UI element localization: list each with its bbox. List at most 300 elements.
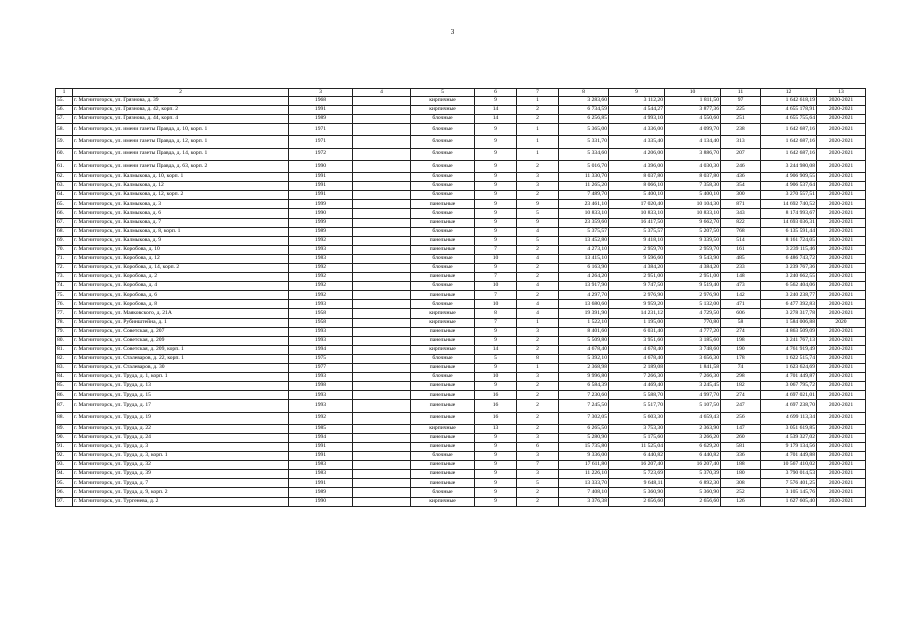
- entrances-cell: 2: [517, 263, 559, 272]
- period-cell: 2020-2021: [817, 160, 866, 172]
- address-cell: г. Магнитогорск, ул. Коробова, д. 14, корп. 2: [73, 263, 289, 272]
- build-year-cell: 1972: [289, 148, 353, 160]
- row-number-cell: 80.: [56, 336, 73, 345]
- area-b-cell: 1 195,00: [609, 318, 665, 327]
- table-row: [56, 354, 866, 363]
- area-c-cell: 3 185,60: [665, 336, 721, 345]
- residents-cell: 207: [721, 148, 761, 160]
- empty-cell-cell: [353, 191, 411, 200]
- period-cell: 2020: [817, 318, 866, 327]
- residents-cell: 354: [721, 182, 761, 191]
- address-cell: г. Магнитогорск, ул. Советская, д. 207: [73, 327, 289, 336]
- build-year-cell: 1971: [289, 136, 353, 148]
- area-b-cell: 9 959,20: [609, 300, 665, 309]
- cost-cell: 3 790 014,53: [761, 470, 817, 479]
- residents-cell: 58: [721, 318, 761, 327]
- area-c-cell: 9 339,50: [665, 236, 721, 245]
- address-cell: г. Магнитогорск, ул. Труда, д. 15: [73, 391, 289, 400]
- period-cell: 2020-2021: [817, 442, 866, 451]
- table-row: [56, 497, 866, 506]
- area-b-cell: 16 417,50: [609, 218, 665, 227]
- floors-cell: 7: [475, 291, 517, 300]
- column-number: 8: [559, 89, 609, 97]
- cost-cell: 3 278 317,78: [761, 309, 817, 318]
- wall-material-cell: кирпичные: [411, 106, 475, 115]
- residents-cell: 298: [721, 373, 761, 382]
- total-area-cell: 3 376,38: [559, 497, 609, 506]
- cost-cell: 4 655 755,64: [761, 115, 817, 124]
- build-year-cell: 1983: [289, 461, 353, 470]
- wall-material-cell: блочные: [411, 160, 475, 172]
- wall-material-cell: блочные: [411, 191, 475, 200]
- cost-cell: 10 567 410,02: [761, 461, 817, 470]
- table-row: [56, 97, 866, 106]
- row-number-cell: 56.: [56, 106, 73, 115]
- period-cell: 2020-2021: [817, 391, 866, 400]
- build-year-cell: 1992: [289, 291, 353, 300]
- build-year-cell: 1989: [289, 227, 353, 236]
- table-row: [56, 373, 866, 382]
- empty-cell-cell: [353, 400, 411, 412]
- area-c-cell: 7 266,30: [665, 373, 721, 382]
- cost-cell: 3 051 619,85: [761, 424, 817, 433]
- column-number: 1: [56, 89, 73, 97]
- table-row: [56, 327, 866, 336]
- row-number-cell: 70.: [56, 245, 73, 254]
- wall-material-cell: блочные: [411, 373, 475, 382]
- total-area-cell: 7 245,50: [559, 400, 609, 412]
- row-number-cell: 92.: [56, 452, 73, 461]
- area-b-cell: 5 375,57: [609, 227, 665, 236]
- period-cell: 2020-2021: [817, 115, 866, 124]
- area-b-cell: 4 678,40: [609, 345, 665, 354]
- address-cell: г. Магнитогорск, ул. Сталеваров, д. 30: [73, 364, 289, 373]
- residents-cell: 485: [721, 254, 761, 263]
- empty-cell-cell: [353, 373, 411, 382]
- period-cell: 2020-2021: [817, 227, 866, 236]
- area-b-cell: 8 037,80: [609, 173, 665, 182]
- period-cell: 2020-2021: [817, 245, 866, 254]
- address-cell: г. Магнитогорск, ул. имени газеты Правда, д. 14, корп. 1: [73, 148, 289, 160]
- empty-cell-cell: [353, 300, 411, 309]
- period-cell: 2020-2021: [817, 97, 866, 106]
- residents-cell: 198: [721, 336, 761, 345]
- cost-cell: 4 539 327,02: [761, 433, 817, 442]
- entrances-cell: 5: [517, 479, 559, 488]
- wall-material-cell: кирпичные: [411, 497, 475, 506]
- total-area-cell: 23 461,10: [559, 200, 609, 209]
- period-cell: 2020-2021: [817, 182, 866, 191]
- area-c-cell: 4 030,30: [665, 160, 721, 172]
- period-cell: 2020-2021: [817, 273, 866, 282]
- address-cell: г. Магнитогорск, ул. Калмыкова, д. 12: [73, 182, 289, 191]
- column-number-row: [56, 89, 866, 97]
- entrances-cell: 2: [517, 115, 559, 124]
- floors-cell: 13: [475, 424, 517, 433]
- address-cell: г. Магнитогорск, ул. Рубинштейна, д. 1: [73, 318, 289, 327]
- floors-cell: 10: [475, 254, 517, 263]
- residents-cell: 606: [721, 309, 761, 318]
- total-area-cell: 4 264,20: [559, 273, 609, 282]
- build-year-cell: 1992: [289, 273, 353, 282]
- row-number-cell: 88.: [56, 412, 73, 424]
- entrances-cell: 2: [517, 497, 559, 506]
- address-cell: г. Магнитогорск, ул. Тургенева, д. 2: [73, 497, 289, 506]
- floors-cell: 9: [475, 148, 517, 160]
- total-area-cell: 5 392,10: [559, 354, 609, 363]
- entrances-cell: 3: [517, 470, 559, 479]
- table-row: [56, 245, 866, 254]
- area-b-cell: 6 031,40: [609, 327, 665, 336]
- period-cell: 2020-2021: [817, 382, 866, 391]
- build-year-cell: 1992: [289, 236, 353, 245]
- table-row: [56, 209, 866, 218]
- wall-material-cell: панельные: [411, 200, 475, 209]
- entrances-cell: 2: [517, 345, 559, 354]
- floors-cell: 9: [475, 433, 517, 442]
- wall-material-cell: кирпичные: [411, 318, 475, 327]
- cost-cell: 4 701 449,88: [761, 452, 817, 461]
- total-area-cell: 1 522,10: [559, 318, 609, 327]
- total-area-cell: 3 283,60: [559, 97, 609, 106]
- wall-material-cell: панельные: [411, 400, 475, 412]
- empty-cell-cell: [353, 479, 411, 488]
- floors-cell: 9: [475, 382, 517, 391]
- entrances-cell: 3: [517, 433, 559, 442]
- floors-cell: 9: [475, 452, 517, 461]
- row-number-cell: 86.: [56, 391, 73, 400]
- column-number: 12: [761, 89, 817, 97]
- total-area-cell: 4 273,10: [559, 245, 609, 254]
- table-row: [56, 300, 866, 309]
- table-row: [56, 173, 866, 182]
- floors-cell: 9: [475, 479, 517, 488]
- row-number-cell: 94.: [56, 470, 73, 479]
- entrances-cell: 3: [517, 173, 559, 182]
- floors-cell: 7: [475, 273, 517, 282]
- total-area-cell: 6 265,50: [559, 424, 609, 433]
- area-b-cell: 4 469,40: [609, 382, 665, 391]
- table-row: [56, 218, 866, 227]
- total-area-cell: 11 330,70: [559, 173, 609, 182]
- residents-cell: 768: [721, 227, 761, 236]
- entrances-cell: 2: [517, 336, 559, 345]
- period-cell: 2020-2021: [817, 236, 866, 245]
- period-cell: 2020-2021: [817, 263, 866, 272]
- total-area-cell: 5 280,90: [559, 433, 609, 442]
- floors-cell: 9: [475, 173, 517, 182]
- period-cell: 2020-2021: [817, 336, 866, 345]
- area-c-cell: 4 550,60: [665, 115, 721, 124]
- address-cell: г. Магнитогорск, ул. Труда, д. 17: [73, 400, 289, 412]
- residents-cell: 225: [721, 106, 761, 115]
- entrances-cell: 2: [517, 382, 559, 391]
- row-number-cell: 60.: [56, 148, 73, 160]
- entrances-cell: 3: [517, 452, 559, 461]
- table-row: [56, 136, 866, 148]
- area-c-cell: 3 245,45: [665, 382, 721, 391]
- cost-cell: 1 642 687,16: [761, 148, 817, 160]
- cost-cell: 6 135 591,44: [761, 227, 817, 236]
- empty-cell-cell: [353, 318, 411, 327]
- residents-cell: 274: [721, 391, 761, 400]
- column-number: 7: [517, 89, 559, 97]
- residents-cell: 190: [721, 345, 761, 354]
- empty-cell-cell: [353, 345, 411, 354]
- total-area-cell: 5 509,80: [559, 336, 609, 345]
- cost-cell: 3 270 557,51: [761, 191, 817, 200]
- period-cell: 2020-2021: [817, 124, 866, 136]
- area-c-cell: 4 777,20: [665, 327, 721, 336]
- empty-cell-cell: [353, 236, 411, 245]
- cost-cell: 3 244 980,08: [761, 160, 817, 172]
- residents-cell: 238: [721, 124, 761, 136]
- residents-cell: 252: [721, 488, 761, 497]
- floors-cell: 9: [475, 336, 517, 345]
- address-cell: г. Магнитогорск, ул. имени газеты Правда, д. 63, корп. 2: [73, 160, 289, 172]
- empty-cell-cell: [353, 309, 411, 318]
- table-row: [56, 318, 866, 327]
- row-number-cell: 76.: [56, 300, 73, 309]
- address-cell: г. Магнитогорск, ул. Труда, д. 39: [73, 470, 289, 479]
- table-row: [56, 124, 866, 136]
- floors-cell: 9: [475, 364, 517, 373]
- table-row: [56, 254, 866, 263]
- empty-cell-cell: [353, 106, 411, 115]
- build-year-cell: 1991: [289, 173, 353, 182]
- entrances-cell: 2: [517, 412, 559, 424]
- table-row: [56, 442, 866, 451]
- period-cell: 2020-2021: [817, 173, 866, 182]
- entrances-cell: 2: [517, 245, 559, 254]
- empty-cell-cell: [353, 291, 411, 300]
- row-number-cell: 78.: [56, 318, 73, 327]
- floors-cell: 10: [475, 282, 517, 291]
- row-number-cell: 97.: [56, 497, 73, 506]
- wall-material-cell: блочные: [411, 136, 475, 148]
- empty-cell-cell: [353, 273, 411, 282]
- area-b-cell: 3 951,60: [609, 336, 665, 345]
- entrances-cell: 9: [517, 200, 559, 209]
- area-b-cell: 8 066,10: [609, 182, 665, 191]
- period-cell: 2020-2021: [817, 291, 866, 300]
- empty-cell-cell: [353, 382, 411, 391]
- floors-cell: 9: [475, 97, 517, 106]
- empty-cell-cell: [353, 364, 411, 373]
- build-year-cell: 1993: [289, 327, 353, 336]
- area-c-cell: 4 134,40: [665, 136, 721, 148]
- column-number: 4: [353, 89, 411, 97]
- area-c-cell: 5 132,00: [665, 300, 721, 309]
- residents-cell: 97: [721, 97, 761, 106]
- area-b-cell: 4 336,00: [609, 124, 665, 136]
- empty-cell-cell: [353, 97, 411, 106]
- address-cell: г. Магнитогорск, ул. Калмыкова, д. 12, корп. 2: [73, 191, 289, 200]
- empty-cell-cell: [353, 327, 411, 336]
- build-year-cell: 1992: [289, 412, 353, 424]
- address-cell: г. Магнитогорск, ул. Труда, д. 32: [73, 461, 289, 470]
- area-b-cell: 5 723,69: [609, 470, 665, 479]
- area-c-cell: 4 729,50: [665, 309, 721, 318]
- area-b-cell: 11 525,04: [609, 442, 665, 451]
- cost-cell: 1 622 515,74: [761, 354, 817, 363]
- area-c-cell: 6 892,30: [665, 479, 721, 488]
- floors-cell: 8: [475, 309, 517, 318]
- row-number-cell: 81.: [56, 345, 73, 354]
- residents-cell: 514: [721, 236, 761, 245]
- entrances-cell: 2: [517, 191, 559, 200]
- empty-cell-cell: [353, 254, 411, 263]
- build-year-cell: 1990: [289, 497, 353, 506]
- area-b-cell: 16 207,40: [609, 461, 665, 470]
- row-number-cell: 74.: [56, 282, 73, 291]
- total-area-cell: 5 331,70: [559, 136, 609, 148]
- area-c-cell: 16 207,40: [665, 461, 721, 470]
- address-cell: г. Магнитогорск, ул. Труда, д. 13: [73, 382, 289, 391]
- table-row: [56, 479, 866, 488]
- cost-cell: 3 239 767,36: [761, 263, 817, 272]
- area-c-cell: 770,80: [665, 318, 721, 327]
- build-year-cell: 1990: [289, 160, 353, 172]
- address-cell: г. Магнитогорск, ул. Труда, д. 9, корп. 2: [73, 488, 289, 497]
- empty-cell-cell: [353, 442, 411, 451]
- period-cell: 2020-2021: [817, 218, 866, 227]
- build-year-cell: 1993: [289, 245, 353, 254]
- entrances-cell: 2: [517, 391, 559, 400]
- build-year-cell: 1992: [289, 263, 353, 272]
- cost-cell: 14 692 740,52: [761, 200, 817, 209]
- residents-cell: 178: [721, 354, 761, 363]
- floors-cell: 9: [475, 327, 517, 336]
- cost-cell: 9 179 134,56: [761, 442, 817, 451]
- total-area-cell: 2 368,98: [559, 364, 609, 373]
- total-area-cell: 23 359,60: [559, 218, 609, 227]
- build-year-cell: 1983: [289, 254, 353, 263]
- table-body: [56, 97, 866, 507]
- residents-cell: 246: [721, 160, 761, 172]
- area-c-cell: 8 037,80: [665, 173, 721, 182]
- entrances-cell: 2: [517, 273, 559, 282]
- empty-cell-cell: [353, 245, 411, 254]
- area-b-cell: 5 588,70: [609, 391, 665, 400]
- build-year-cell: 1968: [289, 97, 353, 106]
- table-row: [56, 461, 866, 470]
- entrances-cell: 4: [517, 300, 559, 309]
- entrances-cell: 4: [517, 309, 559, 318]
- build-year-cell: 1958: [289, 318, 353, 327]
- period-cell: 2020-2021: [817, 327, 866, 336]
- area-c-cell: 1 811,50: [665, 97, 721, 106]
- wall-material-cell: панельные: [411, 336, 475, 345]
- empty-cell-cell: [353, 115, 411, 124]
- table-row: [56, 391, 866, 400]
- period-cell: 2020-2021: [817, 354, 866, 363]
- residents-cell: 343: [721, 209, 761, 218]
- build-year-cell: 1958: [289, 309, 353, 318]
- address-cell: г. Магнитогорск, ул. Советская, д. 209: [73, 336, 289, 345]
- wall-material-cell: панельные: [411, 364, 475, 373]
- entrances-cell: 4: [517, 254, 559, 263]
- table-row: [56, 273, 866, 282]
- row-number-cell: 59.: [56, 136, 73, 148]
- empty-cell-cell: [353, 488, 411, 497]
- table-row: [56, 382, 866, 391]
- total-area-cell: 5 365,00: [559, 124, 609, 136]
- total-area-cell: 13 415,10: [559, 254, 609, 263]
- table-row: [56, 488, 866, 497]
- table-row: [56, 200, 866, 209]
- area-b-cell: 9 418,10: [609, 236, 665, 245]
- floors-cell: 9: [475, 136, 517, 148]
- cost-cell: 3 239 115,46: [761, 245, 817, 254]
- build-year-cell: 1975: [289, 354, 353, 363]
- empty-cell-cell: [353, 173, 411, 182]
- floors-cell: 7: [475, 245, 517, 254]
- area-b-cell: 7 266,30: [609, 373, 665, 382]
- entrances-cell: 3: [517, 327, 559, 336]
- total-area-cell: 13 680,60: [559, 300, 609, 309]
- wall-material-cell: блочные: [411, 354, 475, 363]
- address-cell: г. Магнитогорск, ул. Советская, д. 209, корп. 1: [73, 345, 289, 354]
- area-b-cell: 4 544,27: [609, 106, 665, 115]
- total-area-cell: 7 489,70: [559, 191, 609, 200]
- total-area-cell: 9 996,80: [559, 373, 609, 382]
- floors-cell: 9: [475, 200, 517, 209]
- entrances-cell: 1: [517, 148, 559, 160]
- address-cell: г. Магнитогорск, ул. Коробова, д. 2: [73, 273, 289, 282]
- table-row: [56, 227, 866, 236]
- area-c-cell: 6 629,20: [665, 442, 721, 451]
- entrances-cell: 3: [517, 182, 559, 191]
- cost-cell: 4 699 113,34: [761, 412, 817, 424]
- build-year-cell: 1983: [289, 470, 353, 479]
- cost-cell: 3 067 795,72: [761, 382, 817, 391]
- row-number-cell: 82.: [56, 354, 73, 363]
- total-area-cell: 4 297,70: [559, 291, 609, 300]
- row-number-cell: 64.: [56, 191, 73, 200]
- empty-cell-cell: [353, 209, 411, 218]
- area-b-cell: 2 656,60: [609, 497, 665, 506]
- area-c-cell: 7 358,30: [665, 182, 721, 191]
- residents-cell: 260: [721, 433, 761, 442]
- wall-material-cell: панельные: [411, 479, 475, 488]
- column-number: 6: [475, 89, 517, 97]
- floors-cell: 9: [475, 160, 517, 172]
- wall-material-cell: блочные: [411, 263, 475, 272]
- page-number: 3: [450, 28, 455, 36]
- area-c-cell: 10 104,30: [665, 200, 721, 209]
- area-b-cell: 9 596,60: [609, 254, 665, 263]
- total-area-cell: 6 163,90: [559, 263, 609, 272]
- residents-cell: 313: [721, 136, 761, 148]
- empty-cell-cell: [353, 148, 411, 160]
- floors-cell: 10: [475, 373, 517, 382]
- address-cell: г. Магнитогорск, ул. Сталеваров, д. 22, корп. 1: [73, 354, 289, 363]
- floors-cell: 5: [475, 354, 517, 363]
- cost-cell: 8 161 724,05: [761, 236, 817, 245]
- row-number-cell: 79.: [56, 327, 73, 336]
- period-cell: 2020-2021: [817, 254, 866, 263]
- column-number: 13: [817, 89, 866, 97]
- row-number-cell: 65.: [56, 200, 73, 209]
- row-number-cell: 83.: [56, 364, 73, 373]
- area-c-cell: 1 841,58: [665, 364, 721, 373]
- address-cell: г. Магнитогорск, ул. Труда, д. 7: [73, 479, 289, 488]
- area-b-cell: 9 747,50: [609, 282, 665, 291]
- floors-cell: 14: [475, 115, 517, 124]
- area-c-cell: 9 519,40: [665, 282, 721, 291]
- area-b-cell: 5 400,10: [609, 191, 665, 200]
